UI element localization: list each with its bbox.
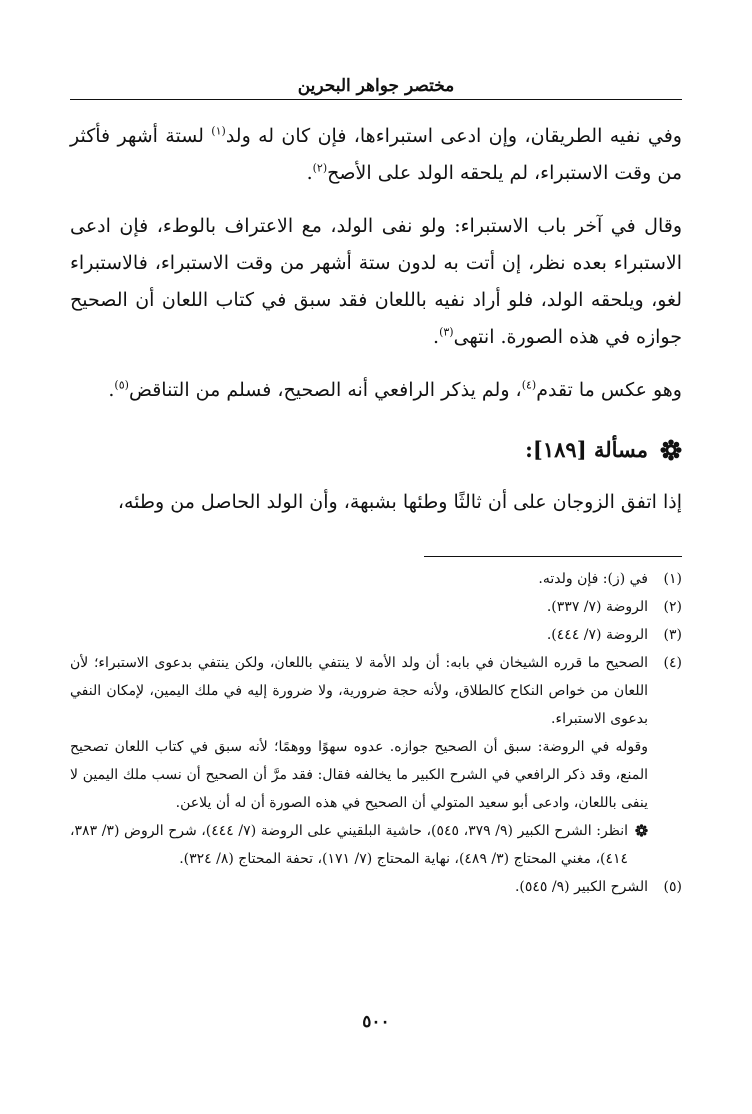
header-divider [70,99,682,100]
footnote-number: (٢) [663,599,682,615]
footnote-references-text: انظر: الشرح الكبير (٩/ ٣٧٩، ٥٤٥)، حاشية البلقيني على الروضة (٧/ ٤٤٤)، شرح الروض (٣/ ٣٨٣، ٤١٤)، مغني المحتاج (٣/ ٤٨٩)، نهاية المحتاج (٧/ ١٧١)، تحفة المحتاج (٨/ ٣٢٤). [70,823,628,867]
flower-ornament-icon [660,439,682,461]
footnote-references [70,817,648,873]
paragraph-1: وفي نفيه الطريقان، وإن ادعى استبراءها، فإن كان له ولد$^{(١)}$ لستة أشهر فأكثر من وقت الاستبراء، لم يلحقه الولد على الأصح$^{(٢)}$. [70,124,682,184]
footnote-text: الروضة (٧/ ٣٣٧). [546,599,648,615]
running-header: مختصر جواهر البحرين [297,76,455,96]
footnote-2 [70,593,682,621]
footnote-text: في (ز): فإن ولدته. [538,571,648,587]
footnote-divider [424,556,682,557]
flower-ornament-icon [634,817,648,873]
main-text [70,118,682,537]
issue-title: مسألة [١٨٩]: [525,437,648,462]
footnote-ref-4[interactable]: (٤) [521,378,537,392]
footnote-ref-2[interactable]: (٢) [312,161,328,175]
paragraph-4: إذا اتفق الزوجان على أن ثالثًا وطئها بشبهة، وأن الولد الحاصل من وطئه، [117,491,682,513]
footnote-ref-5[interactable]: (٥) [114,378,129,392]
footnote-3 [70,621,682,649]
footnote-text: الروضة (٧/ ٤٤٤). [546,627,648,643]
page-number: ٥٠٠ [362,1012,390,1032]
footnote-number: (١) [663,571,682,587]
footnote-paragraph: وقوله في الروضة: سبق أن الصحيح جوازه. عدوه سهوًا ووهمًا؛ لأنه سبق في كتاب اللعان تصحيح المنع، وقد ذكر الرافعي في الشرح الكبير ما يخالفه فقال: فقد مرَّ أن الصحيح أن نسب ملك اليمين لا ينفى باللعان، وادعى أبو سعيد المتولي أن الصحيح في هذه الصورة أن له أن يلاعن. [70,739,648,811]
footnote-number: (٥) [663,879,682,895]
footnote-paragraph: الصحيح ما قرره الشيخان في بابه: أن ولد الأمة لا ينتفي باللعان، ولكن ينتفي بدعوى الاستبراء؛ لأن اللعان من خواص النكاح كالطلاق، ولأنه حجة ضرورية، ولا ضرورة إليه في ملك اليمين، لإمكان النفي بدعوى الاستبراء. [70,655,648,727]
footnote-4 [70,649,682,873]
footnote-ref-1[interactable]: (١) [211,124,226,138]
footnote-5 [70,873,682,901]
footnote-number: (٣) [663,627,682,643]
footnote-text: الشرح الكبير (٩/ ٥٤٥). [514,879,648,895]
paragraph-2: وقال في آخر باب الاستبراء: ولو نفى الولد، مع الاعتراف بالوطء، فإن ادعى الاستبراء بعده نظر، إن أتت به لدون ستة أشهر من وقت الاستبراء، فالاستبراء لغو، ويلحقه الولد، فلو أراد نفيه باللعان فقد سبق في كتاب اللعان أن الصحيح جوازه في هذه الصورة. انتهى$^{(٣)}$. [70,215,682,348]
footnotes [70,565,682,901]
footnote-text [70,649,648,873]
footnote-1 [70,565,682,593]
issue-heading [70,431,682,468]
footnote-ref-3[interactable]: (٣) [439,325,454,339]
paragraph-3: وهو عكس ما تقدم$^{(٤)}$، ولم يذكر الرافعي أنه الصحيح، فسلم من التناقض$^{(٥)}$. [108,378,682,401]
footnote-number: (٤) [663,655,682,671]
